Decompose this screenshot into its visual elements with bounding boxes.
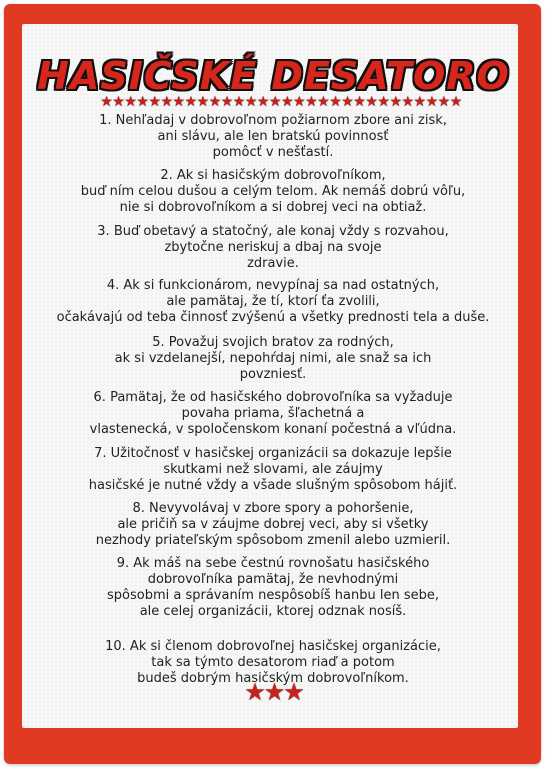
rule-5 — [40, 335, 506, 383]
rule-line: tak sa týmto desatorom riaď a potom — [151, 655, 395, 670]
rule-line: 8. Nevyvolávaj v zbore spory a pohoršenie, — [132, 501, 414, 516]
rule-9 — [40, 556, 506, 620]
rule-line: 1. Nehľadaj v dobrovoľnom požiarnom zbore ani zisk, — [99, 113, 447, 128]
rule-8 — [40, 501, 506, 549]
rule-line: dobrovoľníka pamätaj, že nevhodnými — [147, 572, 399, 587]
rule-line: 3. Buď obetavý a statočný, ale konaj vždy s rozvahou, — [97, 224, 449, 239]
rule-line: spôsobmi a správaním nespôsobíš hanbu len sebe, — [106, 588, 440, 603]
rule-line: 5. Považuj svojich bratov za rodných, — [152, 335, 394, 350]
rule-7 — [40, 446, 506, 494]
rule-1 — [40, 113, 506, 161]
rule-line: ale pamätaj, že tí, ktorí ťa zvolili, — [166, 294, 380, 309]
rule-line: buď ním celou dušou a celým telom. Ak nemáš dobrú vôľu, — [80, 184, 466, 199]
page-title: HASIČSKÉ DESATORO — [37, 54, 510, 98]
rule-line: 4. Ak si funkcionárom, nevypínaj sa nad ostatných, — [106, 278, 440, 293]
rule-line: ani slávu, ale len bratskú povinnosť — [157, 129, 389, 144]
rule-6 — [40, 390, 506, 438]
rule-line: zbytočne neriskuj a dbaj na svoje — [164, 240, 382, 255]
rule-line: zdravie. — [247, 256, 299, 271]
rule-3 — [40, 224, 506, 272]
rule-line: 6. Pamätaj, že od hasičského dobrovoľníka sa vyžaduje — [93, 390, 453, 405]
rule-line: 2. Ak si hasičským dobrovoľníkom, — [160, 168, 386, 183]
rule-4 — [40, 278, 506, 326]
rule-line: ale pričiň sa v záujme dobrej veci, aby si všetky — [117, 517, 429, 532]
rule-line: skutkami než slovami, ale záujmy — [163, 462, 383, 477]
rule-2 — [40, 168, 506, 216]
rule-line: nezhody priateľským spôsobom zmenil alebo uzmieril. — [95, 533, 451, 548]
three-stars-icon: ★★★ — [244, 678, 303, 706]
rule-line: povaha priama, šľachetná a — [181, 406, 365, 421]
rule-line: hasičské je nutné vždy a všade slušným spôsobom hájiť. — [88, 478, 458, 493]
rule-line: budeš dobrým hasičským dobrovoľníkom. — [137, 671, 409, 686]
rule-line: 7. Užitočnosť v hasičskej organizácii sa dokazuje lepšie — [94, 446, 452, 461]
rule-line: pomôcť v nešťastí. — [212, 145, 334, 160]
rule-line: vlastenecká, v spoločenskom konaní počestná a vľúdna. — [89, 422, 457, 437]
rule-line: nie si dobrovoľníkom a si dobrej veci na obtiaž. — [119, 200, 427, 215]
rule-line: ak si vzdelanejší, nepohŕdaj nimi, ale snaž sa ich — [114, 351, 432, 366]
rule-line: 9. Ak máš na sebe čestnú rovnošatu hasičského — [116, 556, 430, 571]
rule-line: očakávajú od teba činnosť zvýšenú a všetky prednosti tela a duše. — [56, 310, 490, 325]
rule-line: povzniesť. — [239, 367, 307, 382]
rule-line: ale celej organizácii, ktorej odznak nosíš. — [139, 604, 407, 619]
star-divider-icon: ★★★★★★★★★★★★★★★★★★★★★★★★★★★★★★ — [100, 94, 462, 110]
rule-line: 10. Ak si členom dobrovoľnej hasičskej organizácie, — [105, 639, 441, 654]
